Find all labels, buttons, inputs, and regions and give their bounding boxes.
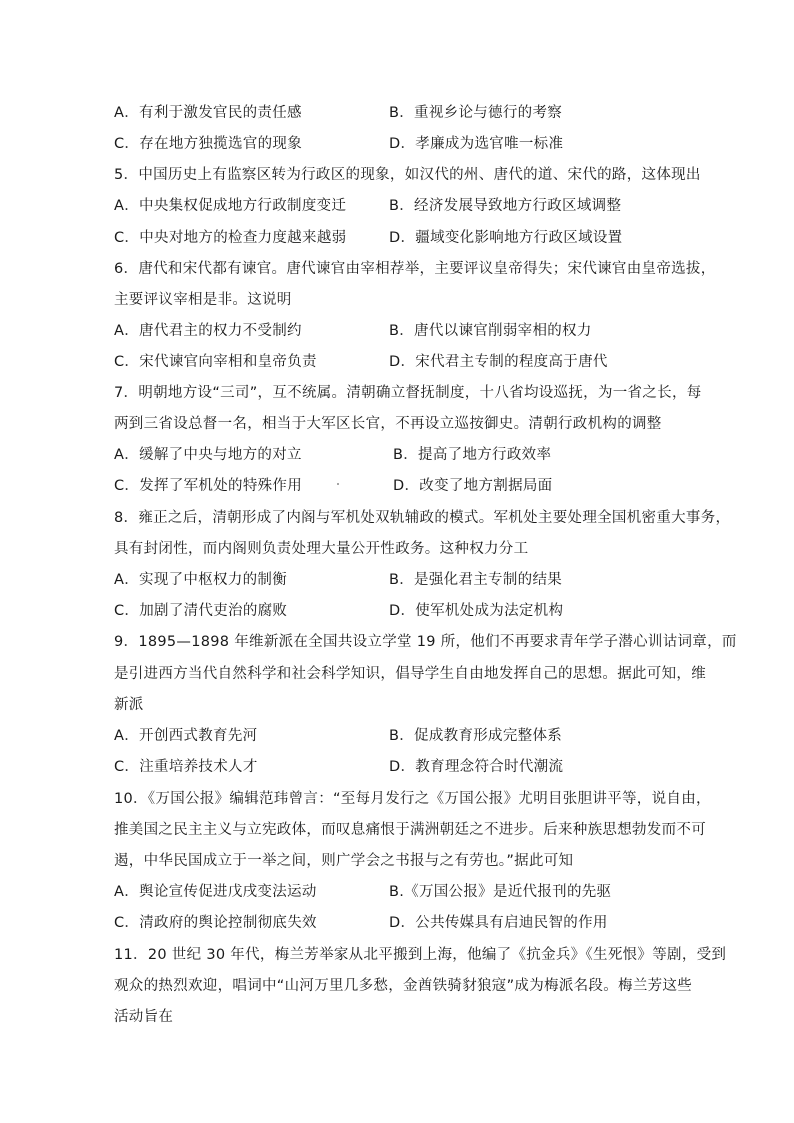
q4-option-a[interactable]: A．有利于激发官民的责任感	[114, 105, 302, 121]
q8-stem-line-1: 8．雍正之后，清朝形成了内阁与军机处双轨辅政的模式。军机处主要处理全国机密重大事务，	[114, 510, 731, 526]
q9-stem-line-1: 9．1895—1898 年维新派在全国共设立学堂 19 所，他们不再要求青年学子潜心训诂词章，而	[114, 634, 737, 650]
q11-stem-line-3: 活动旨在	[114, 1009, 174, 1025]
q7-stem-line-1: 7．明朝地方设“三司”，互不统属。清朝确立督抚制度，十八省均设巡抚，为一省之长，每	[114, 385, 702, 401]
q7-option-a[interactable]: A．缓解了中央与地方的对立	[114, 447, 302, 463]
q9-option-b[interactable]: B．促成教育形成完整体系	[389, 728, 563, 744]
q8-stem-line-2: 具有封闭性，而内阁则负责处理大量公开性政务。这种权力分工	[114, 541, 529, 557]
q7-option-c[interactable]: C．发挥了军机处的特殊作用	[114, 478, 303, 494]
q10-option-d[interactable]: D．公共传媒具有启迪民智的作用	[389, 915, 608, 931]
q10-stem-line-2: 推美国之民主主义与立宪政体，而叹息痛恨于满洲朝廷之不进步。后来种族思想勃发而不可	[114, 822, 706, 838]
q5-option-a[interactable]: A．中央集权促成地方行政制度变迁	[114, 198, 347, 214]
q6-stem-line-2: 主要评议宰相是非。这说明	[114, 292, 292, 308]
q5-option-c[interactable]: C．中央对地方的检查力度越来越弱	[114, 230, 347, 246]
q9-option-d[interactable]: D．教育理念符合时代潮流	[389, 759, 564, 775]
q8-option-b[interactable]: B．是强化君主专制的结果	[389, 572, 563, 588]
q4-option-b[interactable]: B．重视乡论与德行的考察	[389, 105, 563, 121]
q7-stem-line-2: 两到三省设总督一名，相当于大军区长官，不再设立巡按御史。清朝行政机构的调整	[114, 416, 662, 432]
q5-option-b[interactable]: B．经济发展导致地方行政区域调整	[389, 198, 622, 214]
stray-dot	[337, 483, 339, 485]
q6-option-d[interactable]: D．宋代君主专制的程度高于唐代	[389, 354, 608, 370]
q4-option-c[interactable]: C．存在地方独揽选官的现象	[114, 136, 303, 152]
q6-option-c[interactable]: C．宋代谏官向宰相和皇帝负责	[114, 354, 317, 370]
q9-option-c[interactable]: C．注重培养技术人才	[114, 759, 258, 775]
q10-option-a[interactable]: A．舆论宣传促进戊戌变法运动	[114, 884, 317, 900]
q10-option-c[interactable]: C．清政府的舆论控制彻底失效	[114, 915, 317, 931]
q8-option-a[interactable]: A．实现了中枢权力的制衡	[114, 572, 288, 588]
q4-option-d[interactable]: D．孝廉成为选官唯一标准	[389, 136, 564, 152]
q6-stem-line-1: 6．唐代和宋代都有谏官。唐代谏官由宰相荐举，主要评议皇帝得失；宋代谏官由皇帝选拔，	[114, 261, 716, 277]
q9-option-a[interactable]: A．开创西式教育先河	[114, 728, 258, 744]
q9-stem-line-2: 是引进西方当代自然科学和社会科学知识，倡导学生自由地发挥自己的思想。据此可知，维	[114, 666, 706, 682]
q5-stem: 5．中国历史上有监察区转为行政区的现象，如汉代的州、唐代的道、宋代的路，这体现出	[114, 167, 701, 183]
q10-stem-line-3: 遏，中华民国成立于一举之间，则广学会之书报与之有劳也。”据此可知	[114, 853, 574, 869]
q5-option-d[interactable]: D．疆域变化影响地方行政区域设置	[389, 230, 623, 246]
q7-option-d[interactable]: D．改变了地方割据局面	[393, 478, 553, 494]
q6-option-a[interactable]: A．唐代君主的权力不受制约	[114, 323, 302, 339]
q8-option-c[interactable]: C．加剧了清代吏治的腐败	[114, 603, 288, 619]
q11-stem-line-1: 11．20 世纪 30 年代，梅兰芳举家从北平搬到上海，他编了《抗金兵》《生死恨》等剧，受到	[114, 947, 727, 963]
q8-option-d[interactable]: D．使军机处成为法定机构	[389, 603, 564, 619]
q6-option-b[interactable]: B．唐代以谏官削弱宰相的权力	[389, 323, 592, 339]
q7-option-b[interactable]: B．提高了地方行政效率	[393, 447, 552, 463]
q11-stem-line-2: 观众的热烈欢迎，唱词中“山河万里几多愁，金酋铁骑豺狼寇”成为梅派名段。梅兰芳这些	[114, 978, 693, 994]
q9-stem-line-3: 新派	[114, 697, 144, 713]
q10-option-b[interactable]: B.《万国公报》是近代报刊的先驱	[389, 884, 612, 900]
q10-stem-line-1: 10．《万国公报》编辑范玮曾言：“至每月发行之《万国公报》尤明目张胆讲平等，说自由，	[114, 791, 711, 807]
